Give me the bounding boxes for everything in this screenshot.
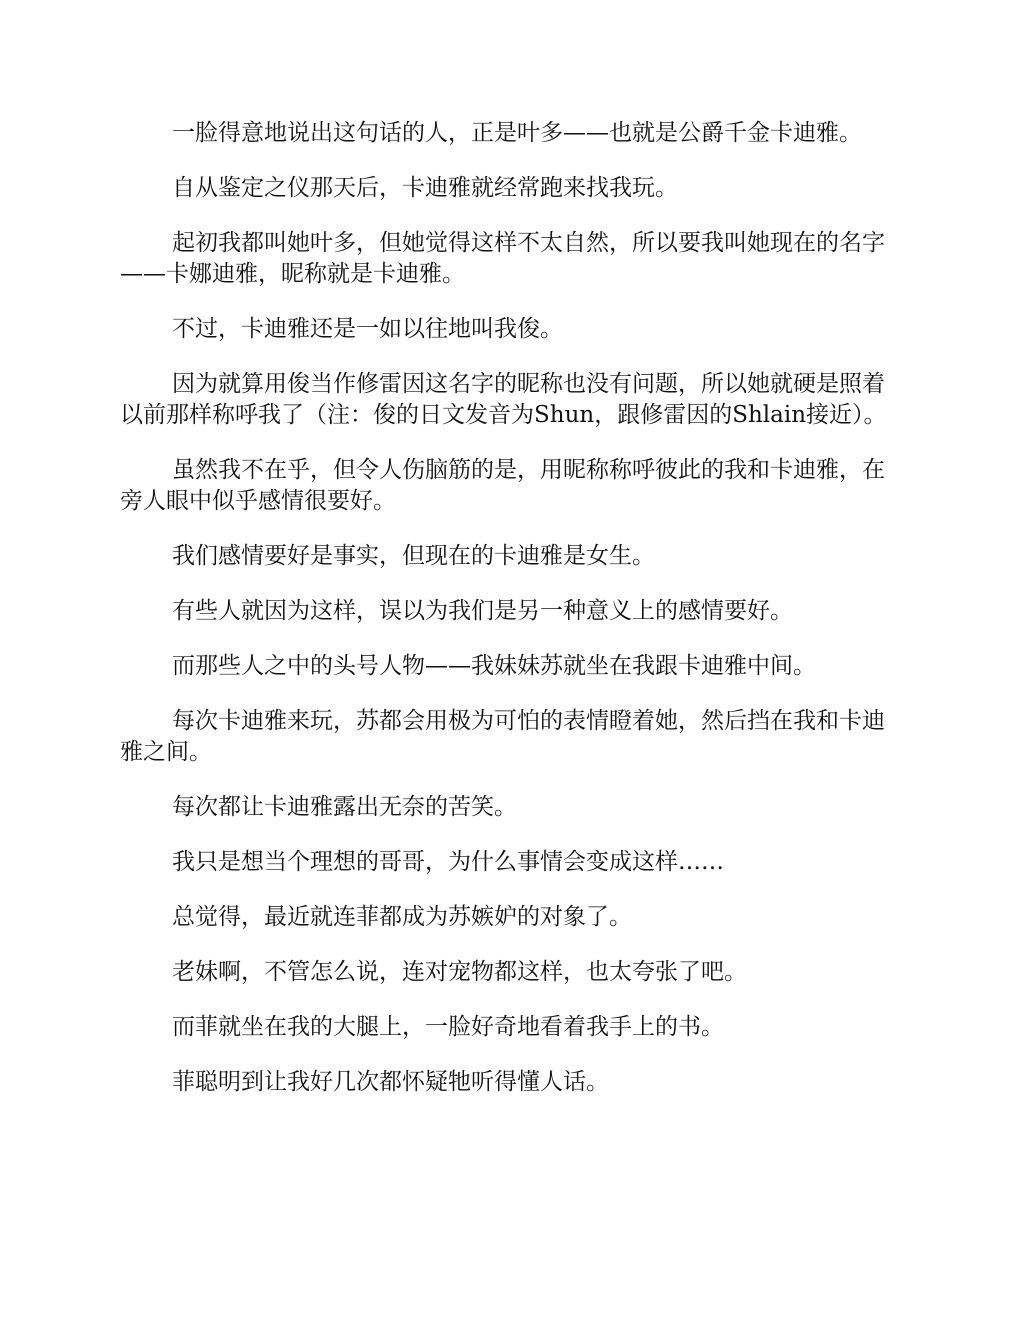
paragraph: 总觉得，最近就连菲都成为苏嫉妒的对象了。	[172, 904, 632, 930]
paragraph: 虽然我不在乎，但令人伤脑筋的是，用昵称称呼彼此的我和卡迪雅，在旁人眼中似乎感情很要好。	[120, 457, 885, 514]
paragraph: 我们感情要好是事实，但现在的卡迪雅是女生。	[172, 543, 655, 569]
paragraph: 而那些人之中的头号人物——我妹妹苏就坐在我跟卡迪雅中间。	[172, 653, 816, 679]
paragraph: 起初我都叫她叶多，但她觉得这样不太自然，所以要我叫她现在的名字——卡娜迪雅，昵称就是卡迪雅。	[120, 230, 885, 287]
paragraph: 每次都让卡迪雅露出无奈的苦笑。	[172, 794, 517, 820]
paragraph: 而菲就坐在我的大腿上，一脸好奇地看着我手上的书。	[172, 1014, 724, 1040]
paragraph: 因为就算用俊当作修雷因这名字的昵称也没有问题，所以她就硬是照着以前那样称呼我了（注：俊的日文发音为Shun，跟修雷因的Shlain接近）。	[120, 371, 887, 428]
paragraph: 我只是想当个理想的哥哥，为什么事情会变成这样……	[172, 849, 724, 875]
paragraph: 有些人就因为这样，误以为我们是另一种意义上的感情要好。	[172, 598, 793, 624]
paragraph: 每次卡迪雅来玩，苏都会用极为可怕的表情瞪着她，然后挡在我和卡迪雅之间。	[120, 708, 885, 765]
paragraph: 菲聪明到让我好几次都怀疑牠听得懂人话。	[172, 1069, 609, 1095]
body-text	[120, 118, 900, 1098]
paragraph: 自从鉴定之仪那天后，卡迪雅就经常跑来找我玩。	[172, 175, 678, 201]
paragraph: 不过，卡迪雅还是一如以往地叫我俊。	[172, 316, 563, 342]
paragraph: 老妹啊，不管怎么说，连对宠物都这样，也太夸张了吧。	[172, 959, 747, 985]
paragraph: 一脸得意地说出这句话的人，正是叶多——也就是公爵千金卡迪雅。	[172, 120, 862, 146]
